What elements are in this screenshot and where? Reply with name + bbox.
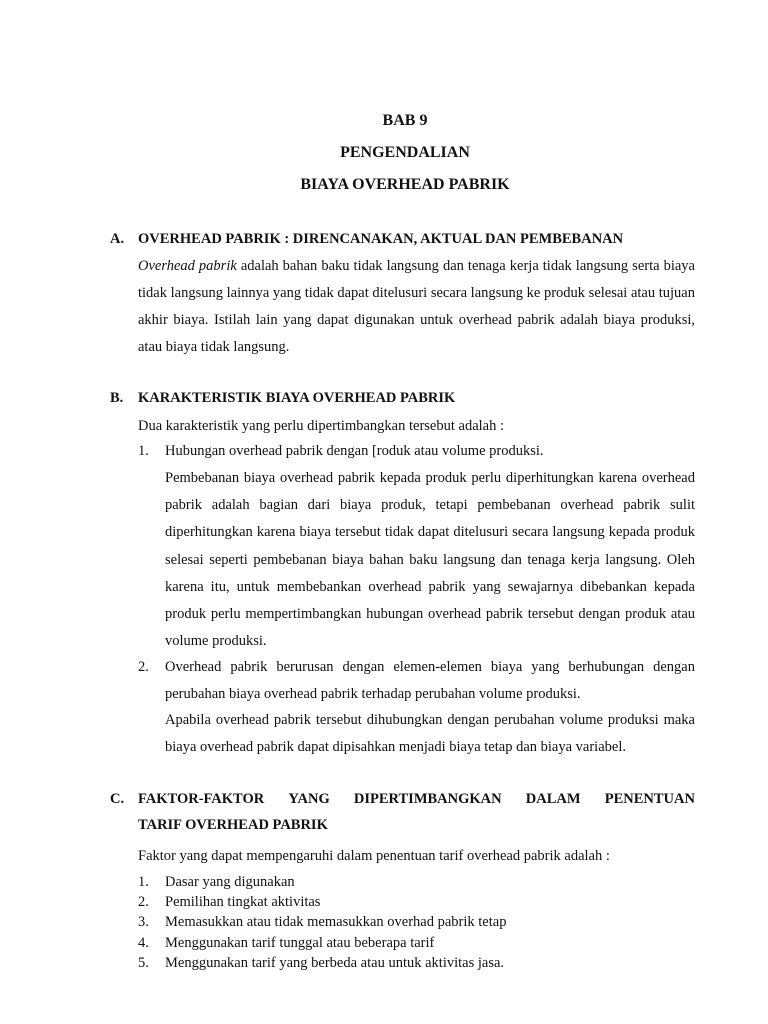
section-b-item1-body: Pembebanan biaya overhead pabrik kepada produk perlu diperhitungkan karena overhead pabrik adalah bagian dari biaya produk, tetapi pembebanan overhead pabrik sulit diperhitungkan karena biaya tersebut tidak dapat ditelusuri secara langsung kepada produk selesai seperti pembebanan biaya bahan baku langsung dan tenaga kerja langsung. Oleh karena itu, untuk membebankan overhead pabrik yang sewajarnya dibebankan kepada produk perlu mempertimbangkan hubungan overhead pabrik tersebut dengan produk atau volume produksi.: [165, 470, 695, 650]
section-b-item1-number: 1.: [138, 443, 149, 459]
section-c-heading-word: YANG: [288, 791, 330, 807]
list-item-number: 5.: [138, 955, 149, 971]
section-a-paragraph: [138, 253, 695, 361]
section-c-heading-word: FAKTOR-FAKTOR: [138, 791, 265, 807]
section-c-heading-word: PENENTUAN: [604, 791, 695, 807]
section-b-title: KARAKTERISTIK BIAYA OVERHEAD PABRIK: [138, 390, 456, 406]
list-item-text: Dasar yang digunakan: [165, 874, 295, 890]
list-item-text: Menggunakan tarif yang berbeda atau untuk aktivitas jasa.: [165, 955, 505, 971]
list-item-text: Menggunakan tarif tunggal atau beberapa tarif: [165, 935, 435, 951]
list-item-number: 2.: [138, 894, 149, 910]
list-item-number: 3.: [138, 914, 149, 930]
chapter-title-line1: PENGENDALIAN: [340, 144, 470, 161]
section-c-heading-word: DALAM: [525, 791, 581, 807]
chapter-number: BAB 9: [382, 112, 428, 129]
section-b-item1-title: Hubungan overhead pabrik dengan [roduk atau volume produksi.: [165, 443, 544, 459]
section-b-heading: [110, 390, 455, 407]
section-c-list-item: [138, 953, 504, 973]
section-b-letter: B.: [110, 390, 124, 406]
list-item-number: 4.: [138, 935, 149, 951]
section-b-item2-number: 2.: [138, 659, 149, 675]
section-a-title: OVERHEAD PABRIK : DIRENCANAKAN, AKTUAL DAN PEMBEBANAN: [138, 231, 624, 247]
section-a-paragraph-text: adalah bahan baku tidak langsung dan tenaga kerja tidak langsung serta biaya tidak langsung lainnya yang tidak dapat ditelusuri secara langsung ke produk selesai atau tujuan akhir biaya. Istilah lain yang dapat digunakan untuk overhead pabrik adalah biaya produksi, atau biaya tidak langsung.: [138, 258, 695, 355]
section-b-item2-body: Apabila overhead pabrik tersebut dihubungkan dengan perubahan volume produksi maka biaya overhead pabrik dapat dipisahkan menjadi biaya tetap dan biaya variabel.: [165, 712, 695, 756]
section-a-heading: [110, 231, 623, 248]
section-c-heading-line2: TARIF OVERHEAD PABRIK: [138, 817, 328, 833]
section-c-intro: Faktor yang dapat mempengaruhi dalam penentuan tarif overhead pabrik adalah :: [138, 848, 610, 864]
chapter-title-line2: BIAYA OVERHEAD PABRIK: [300, 176, 510, 193]
list-item-text: Pemilihan tingkat aktivitas: [165, 894, 321, 910]
section-c-list-item: [138, 912, 506, 932]
section-c-list-item: [138, 933, 434, 953]
section-b-item2-title: Overhead pabrik berurusan dengan elemen-elemen biaya yang berhubungan dengan perubahan biaya overhead pabrik terhadap perubahan volume produksi.: [165, 659, 695, 703]
section-c-letter: C.: [110, 791, 125, 807]
list-item-number: 1.: [138, 874, 149, 890]
section-c-heading-line1: [138, 791, 695, 808]
section-a-term: Overhead pabrik: [138, 258, 237, 274]
section-c-heading: [110, 791, 695, 834]
section-b-intro: Dua karakteristik yang perlu dipertimbangkan tersebut adalah :: [138, 418, 504, 434]
list-item-text: Memasukkan atau tidak memasukkan overhad pabrik tetap: [165, 914, 507, 930]
section-c-heading-word: DIPERTIMBANGKAN: [353, 791, 502, 807]
section-a-letter: A.: [110, 231, 125, 247]
section-c-list-item: [138, 892, 320, 912]
section-c-list-item: [138, 872, 295, 892]
